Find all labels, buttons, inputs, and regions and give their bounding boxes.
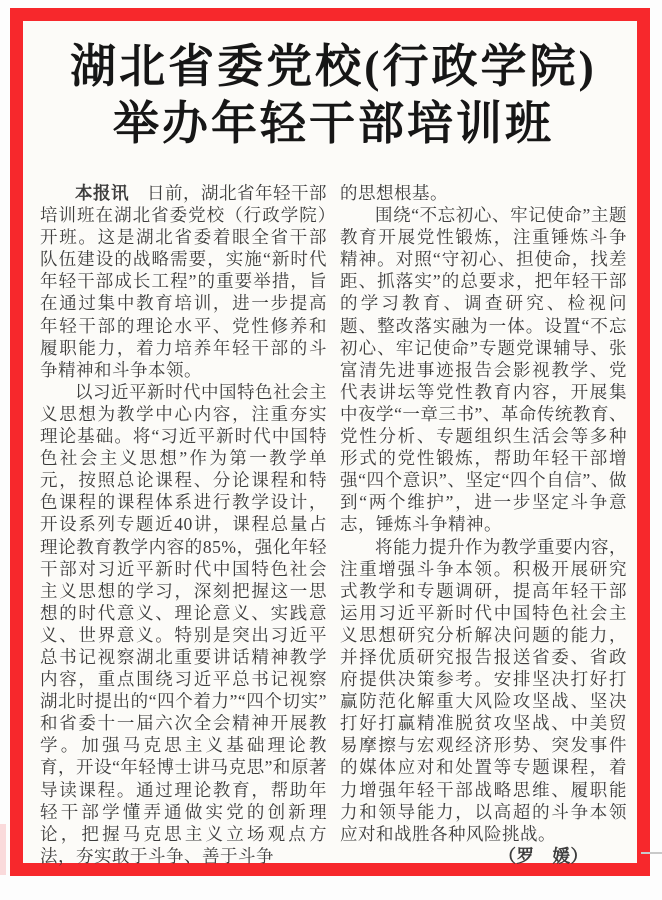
paragraph-2: 以习近平新时代中国特色社会主义思想为教学中心内容，注重夯实理论基础。将“习近平新时代中国特色社会主义思想”作为第一教学单元，按照总论课程、分论课程和特色课程的课程体系进行教学设计，开设系列专题近40讲，课程总量占理论教育教学内容的85%，强化年轻干部对习近平新时代中国特色社会主义思想的学习，深刻把握这一思想的时代意义、理论意义、实践意义、世界意义。特别是突出习近平总书记视察湖北重要讲话精神教学内容，重点围绕习近平总书记视察湖北时提出的“四个着力”“四个切实”和省委十一届六次全会精神开展教学。加强马克思主义基础理论教育，开设“年轻博士讲马克思”和原著导读课程。通过理论教育，帮助年轻干部学懂弄通做实党的创新理论，把握马克思主义立场观点方法，夯实敢于斗争、善于斗争 bbox=[40, 381, 327, 866]
paragraph-1 bbox=[40, 182, 327, 381]
scan-artifact-line bbox=[641, 852, 662, 854]
lead-label: 本报讯 bbox=[75, 183, 129, 203]
article-body bbox=[40, 182, 627, 867]
paragraph-1-text: 日前，湖北省年轻干部培训班在湖北省委党校（行政学院）开班。这是湖北省委着眼全省干部队伍建设的战略需要，实施“新时代年轻干部成长工程”的重要举措，旨在通过集中教育培训，进一步提高年轻干部的理论水平、党性修养和履职能力，着力培养年轻干部的斗争精神和斗争本领。 bbox=[40, 183, 327, 380]
paragraph-2-continuation: 的思想根基。 bbox=[340, 183, 448, 203]
headline-line-1: 湖北省委党校(行政学院) bbox=[70, 41, 597, 92]
headline-line-2: 举办年轻干部培训班 bbox=[113, 98, 554, 149]
article-headline bbox=[40, 38, 627, 152]
scan-artifact-edge bbox=[0, 824, 6, 875]
column-left bbox=[40, 182, 327, 867]
paragraph-4: 将能力提升作为教学重要内容，注重增强斗争本领。积极开展研究式教学和专题调研，提高年轻干部运用习近平新时代中国特色社会主义思想研究分析解决问题的能力，并择优质研究报告报送省委、省政府提供决策参考。安排坚决打好打赢防范化解重大风险攻坚战、坚决打好打赢精准脱贫攻坚战、中美贸易摩擦与宏观经济形势、突发事件的媒体应对和处置等专题课程，着力增强年轻干部战略思维、履职能力和领导能力，以高超的斗争本领应对和战胜各种风险挑战。 bbox=[340, 536, 627, 844]
paragraph-3: 围绕“不忘初心、牢记使命”主题教育开展党性锻炼，注重锤炼斗争精神。对照“守初心、担使命，找差距、抓落实”的总要求，把年轻干部的学习教育、调查研究、检视问题、整改落实融为一体。设置“不忘初心、牢记使命”专题党课辅导、张富清先进事迹报告会影视教学、党代表讲坛等党性教育内容，开展集中夜学“一章三书”、革命传统教育、党性分析、专题组织生活会等多种形式的党性锻炼，帮助年轻干部增强“四个意识”、坚定“四个自信”、做到“两个维护”，进一步坚定斗争意志，锤炼斗争精神。 bbox=[340, 205, 627, 535]
column-right bbox=[340, 182, 627, 867]
byline: （罗 媛） bbox=[498, 845, 589, 866]
article-card bbox=[10, 8, 650, 876]
